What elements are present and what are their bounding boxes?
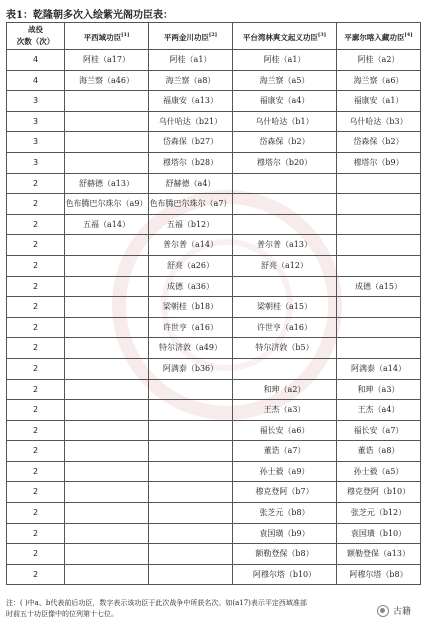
official-cell	[65, 317, 149, 338]
official-cell	[337, 297, 421, 318]
official-cell	[65, 358, 149, 379]
table-row	[7, 50, 421, 71]
table-row	[7, 297, 421, 318]
table-row	[7, 482, 421, 503]
table-row	[7, 91, 421, 112]
official-cell: 王杰（a4）	[337, 400, 421, 421]
official-cell	[233, 358, 337, 379]
official-cell: 舒赫德（a13）	[65, 173, 149, 194]
official-cell: 福康安（a1）	[337, 91, 421, 112]
official-cell: 特尔济敦（b5）	[233, 338, 337, 359]
logo-circle-icon	[377, 605, 389, 617]
official-cell	[149, 503, 233, 524]
official-cell: 和珅（a3）	[337, 379, 421, 400]
table-row	[7, 255, 421, 276]
battle-count-cell: 2	[7, 523, 65, 544]
official-cell: 穆塔尔（b28）	[149, 152, 233, 173]
official-cell	[233, 214, 337, 235]
official-cell: 舒赫德（a4）	[149, 173, 233, 194]
official-cell	[65, 297, 149, 318]
table-row	[7, 503, 421, 524]
battle-count-cell: 2	[7, 379, 65, 400]
official-cell	[65, 132, 149, 153]
official-cell: 舒亮（a26）	[149, 255, 233, 276]
official-cell: 海兰察（a46）	[65, 70, 149, 91]
battle-count-cell: 2	[7, 544, 65, 565]
battle-count-cell: 2	[7, 255, 65, 276]
official-cell	[65, 91, 149, 112]
battle-count-cell: 2	[7, 420, 65, 441]
official-cell: 和珅（a2）	[233, 379, 337, 400]
logo-text: 古籍	[392, 607, 411, 617]
table-row	[7, 276, 421, 297]
table-row	[7, 152, 421, 173]
official-cell: 海兰察（a6）	[337, 70, 421, 91]
official-cell	[149, 461, 233, 482]
header-col-2-note: [2]	[208, 31, 218, 38]
official-cell	[149, 400, 233, 421]
official-cell: 董诰（a7）	[233, 441, 337, 462]
header-col-4	[337, 23, 421, 50]
battle-count-cell: 4	[7, 70, 65, 91]
official-cell	[65, 482, 149, 503]
official-cell	[149, 564, 233, 585]
header-count-line1: 战役	[28, 25, 43, 34]
official-cell	[337, 173, 421, 194]
battle-count-cell: 2	[7, 214, 65, 235]
table-header	[7, 23, 421, 50]
official-cell: 舒亮（a12）	[233, 255, 337, 276]
official-cell: 五福（b12）	[149, 214, 233, 235]
official-cell: 乌什哈达（b3）	[337, 111, 421, 132]
official-cell: 岱森保（b2）	[233, 132, 337, 153]
header-count	[7, 23, 65, 50]
official-cell	[65, 523, 149, 544]
official-cell	[233, 276, 337, 297]
official-cell: 福长安（a6）	[233, 420, 337, 441]
header-col-3-note: [3]	[317, 31, 327, 38]
official-cell: 色布腾巴尔珠尔（a9）	[65, 194, 149, 215]
official-cell: 海兰察（a8）	[149, 70, 233, 91]
table-row	[7, 111, 421, 132]
official-cell: 穆塔尔（b9）	[337, 152, 421, 173]
official-cell: 阿桂（a17）	[65, 50, 149, 71]
official-cell: 穆塔尔（b20）	[233, 152, 337, 173]
official-cell: 海兰察（a5）	[233, 70, 337, 91]
campaign-table	[6, 22, 421, 585]
official-cell	[65, 544, 149, 565]
table-row	[7, 358, 421, 379]
official-cell: 岱森保（b2）	[337, 132, 421, 153]
official-cell	[149, 482, 233, 503]
table-row	[7, 317, 421, 338]
header-col-1	[65, 23, 149, 50]
official-cell	[149, 420, 233, 441]
official-cell	[65, 420, 149, 441]
official-cell	[149, 441, 233, 462]
official-cell: 阿桂（a1）	[233, 50, 337, 71]
official-cell	[233, 194, 337, 215]
official-cell: 张芝元（b8）	[233, 503, 337, 524]
table-row	[7, 194, 421, 215]
battle-count-cell: 2	[7, 194, 65, 215]
header-col-3-label: 平台湾林爽文起义功臣	[242, 32, 318, 42]
official-cell	[65, 152, 149, 173]
official-cell: 成德（a36）	[149, 276, 233, 297]
official-cell: 孙士毅（a5）	[337, 461, 421, 482]
header-col-1-note: [1]	[121, 31, 130, 38]
official-cell	[149, 379, 233, 400]
official-cell: 袁国璜（b10）	[337, 523, 421, 544]
official-cell	[65, 379, 149, 400]
header-col-1-label: 平西域功臣	[83, 32, 122, 42]
battle-count-cell: 2	[7, 358, 65, 379]
table-row	[7, 338, 421, 359]
footnote-line-1: 注：( )中a、b代表前后功臣，数字表示该功臣于此次战争中所获名次。如(a17)表示平定西域准部	[6, 599, 307, 607]
header-col-4-label: 平廓尔喀入藏功臣	[344, 32, 405, 42]
table-row	[7, 564, 421, 585]
official-cell: 穆克登阿（b10）	[337, 482, 421, 503]
table-row	[7, 214, 421, 235]
official-cell	[65, 503, 149, 524]
official-cell: 梁朝桂（a15）	[233, 297, 337, 318]
table-row	[7, 544, 421, 565]
table-row	[7, 70, 421, 91]
battle-count-cell: 3	[7, 111, 65, 132]
table-row	[7, 235, 421, 256]
table-row	[7, 461, 421, 482]
official-cell: 成德（a15）	[337, 276, 421, 297]
battle-count-cell: 2	[7, 317, 65, 338]
official-cell: 阿满泰（a14）	[337, 358, 421, 379]
official-cell: 许世亨（a16）	[233, 317, 337, 338]
official-cell	[65, 111, 149, 132]
footnote	[6, 598, 366, 620]
battle-count-cell: 3	[7, 91, 65, 112]
official-cell	[149, 523, 233, 544]
table-body	[7, 50, 421, 585]
official-cell	[65, 441, 149, 462]
official-cell	[65, 235, 149, 256]
official-cell	[337, 317, 421, 338]
official-cell	[65, 338, 149, 359]
table-row	[7, 523, 421, 544]
official-cell: 阿穆尔塔（b10）	[233, 564, 337, 585]
official-cell: 特尔济敦（a49）	[149, 338, 233, 359]
official-cell: 福长安（a7）	[337, 420, 421, 441]
battle-count-cell: 2	[7, 441, 65, 462]
official-cell: 阿桂（a2）	[337, 50, 421, 71]
official-cell: 王杰（a3）	[233, 400, 337, 421]
header-count-line2: 次数（次）	[16, 37, 55, 46]
official-cell: 董诰（a8）	[337, 441, 421, 462]
official-cell: 乌什哈达（b1）	[233, 111, 337, 132]
publisher-logo	[377, 604, 411, 617]
battle-count-cell: 2	[7, 564, 65, 585]
official-cell	[337, 194, 421, 215]
table-row	[7, 132, 421, 153]
official-cell: 普尔普（a14）	[149, 235, 233, 256]
official-cell	[337, 235, 421, 256]
official-cell: 袁国璜（b9）	[233, 523, 337, 544]
official-cell: 梁朝桂（b18）	[149, 297, 233, 318]
table-row	[7, 173, 421, 194]
table-row	[7, 420, 421, 441]
official-cell	[65, 564, 149, 585]
battle-count-cell: 3	[7, 132, 65, 153]
table-row	[7, 441, 421, 462]
official-cell: 孙士毅（a9）	[233, 461, 337, 482]
official-cell: 额勒登保（a13）	[337, 544, 421, 565]
official-cell: 五福（a14）	[65, 214, 149, 235]
header-col-3	[233, 23, 337, 50]
battle-count-cell: 2	[7, 276, 65, 297]
official-cell: 张芝元（b12）	[337, 503, 421, 524]
official-cell: 乌什哈达（b21）	[149, 111, 233, 132]
official-cell: 普尔普（a13）	[233, 235, 337, 256]
battle-count-cell: 3	[7, 152, 65, 173]
official-cell	[65, 400, 149, 421]
table-row	[7, 379, 421, 400]
official-cell	[337, 255, 421, 276]
battle-count-cell: 2	[7, 461, 65, 482]
battle-count-cell: 2	[7, 297, 65, 318]
official-cell: 福康安（a4）	[233, 91, 337, 112]
official-cell: 色布腾巴尔珠尔（a7）	[149, 194, 233, 215]
official-cell	[65, 276, 149, 297]
battle-count-cell: 2	[7, 235, 65, 256]
official-cell: 岱森保（b27）	[149, 132, 233, 153]
official-cell: 福康安（a13）	[149, 91, 233, 112]
table-row	[7, 400, 421, 421]
header-col-4-note: [4]	[404, 31, 413, 38]
official-cell: 许世亨（a16）	[149, 317, 233, 338]
footnote-line-2: 时前五十功臣像中的位列第十七位。	[6, 610, 118, 618]
battle-count-cell: 2	[7, 400, 65, 421]
official-cell: 额勒登保（b8）	[233, 544, 337, 565]
official-cell	[337, 214, 421, 235]
battle-count-cell: 2	[7, 482, 65, 503]
battle-count-cell: 2	[7, 503, 65, 524]
official-cell	[65, 461, 149, 482]
official-cell	[65, 255, 149, 276]
battle-count-cell: 4	[7, 50, 65, 71]
official-cell	[337, 338, 421, 359]
official-cell: 阿穆尔塔（b8）	[337, 564, 421, 585]
header-col-2-label: 平两金川功臣	[163, 32, 209, 42]
battle-count-cell: 2	[7, 338, 65, 359]
official-cell	[149, 544, 233, 565]
official-cell: 阿桂（a1）	[149, 50, 233, 71]
header-col-2	[149, 23, 233, 50]
official-cell	[233, 173, 337, 194]
official-cell: 阿满泰（b36）	[149, 358, 233, 379]
page-title: 表1：乾隆朝多次入绘紫光阁功臣表：	[6, 10, 173, 21]
battle-count-cell: 2	[7, 173, 65, 194]
official-cell: 穆克登阿（b7）	[233, 482, 337, 503]
